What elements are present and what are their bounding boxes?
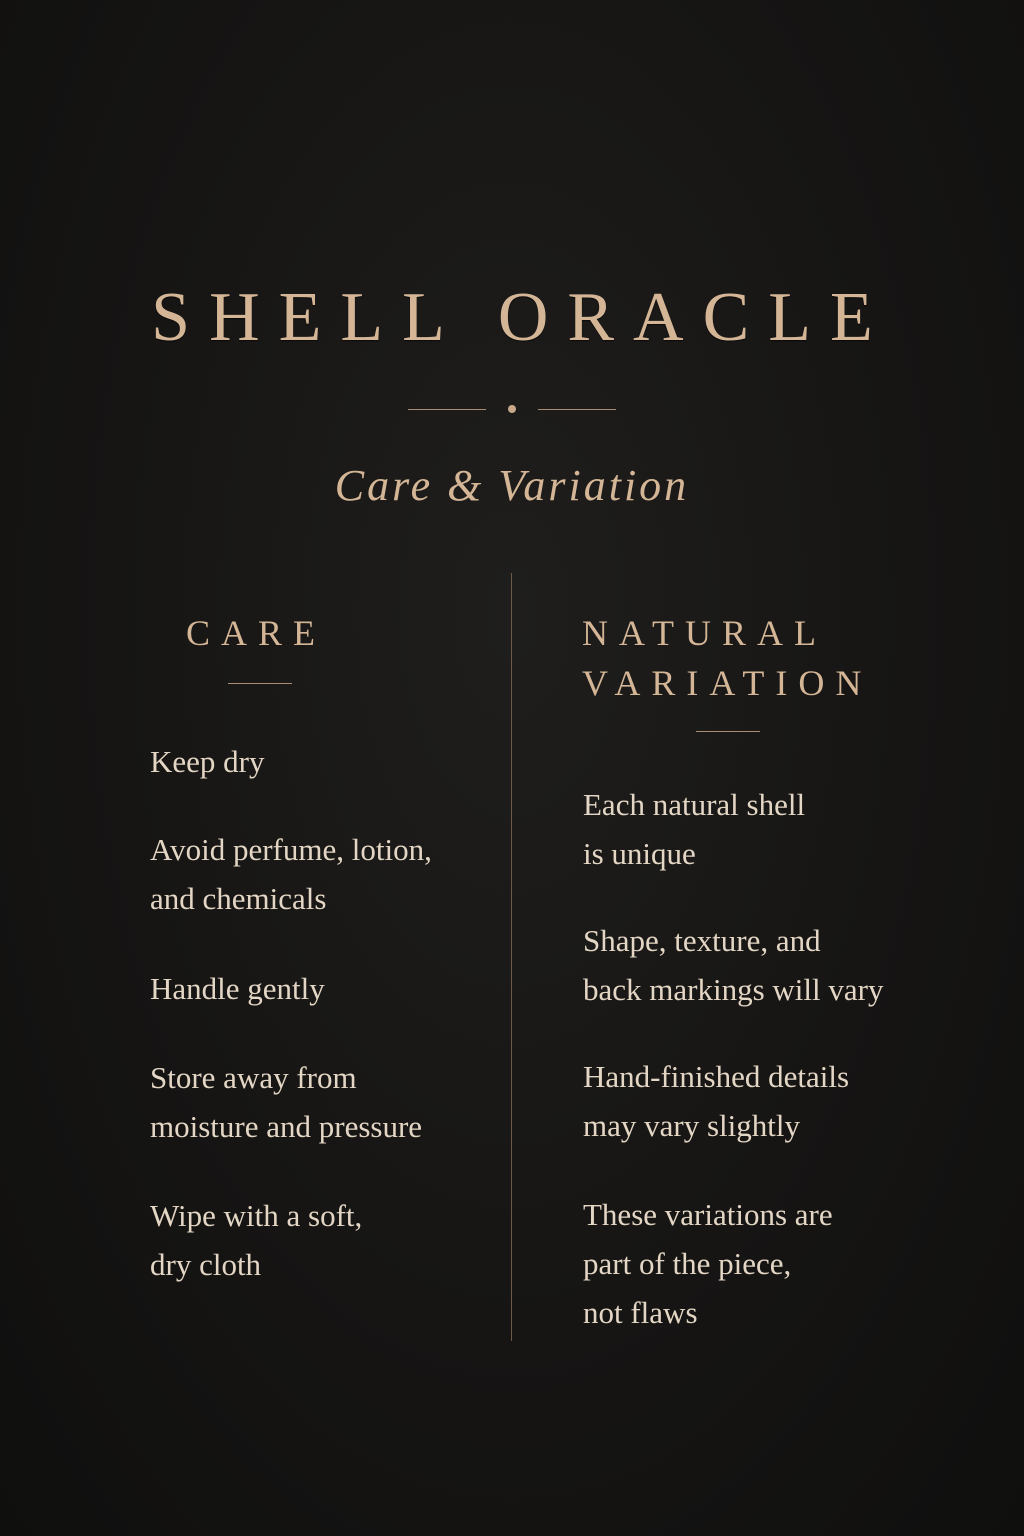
care-item: Handle gently — [150, 971, 325, 1006]
variation-item: Shape, texture, and back markings will vary — [583, 923, 884, 1007]
ornament-line-right — [538, 409, 616, 410]
care-heading: CARE — [186, 613, 327, 653]
care-item: Keep dry — [150, 744, 265, 779]
variation-heading-rule — [696, 731, 760, 732]
page-title: SHELL ORACLE — [151, 279, 892, 356]
column-divider — [511, 573, 512, 1341]
ornament-line-left — [408, 409, 486, 410]
variation-item: Each natural shell is unique — [583, 787, 806, 871]
care-item: Store away from moisture and pressure — [150, 1060, 423, 1144]
ornament-dot — [508, 405, 516, 413]
title-ornament — [408, 400, 616, 418]
variation-item: Hand-finished details may vary slightly — [583, 1059, 850, 1143]
variation-item: These variations are part of the piece, not flaws — [583, 1197, 833, 1330]
page-subtitle: Care & Variation — [334, 461, 690, 510]
care-item: Wipe with a soft, dry cloth — [150, 1198, 363, 1282]
variation-heading: NATURAL VARIATION — [582, 613, 873, 703]
care-item: Avoid perfume, lotion, and chemicals — [150, 832, 432, 916]
care-heading-rule — [228, 683, 292, 684]
